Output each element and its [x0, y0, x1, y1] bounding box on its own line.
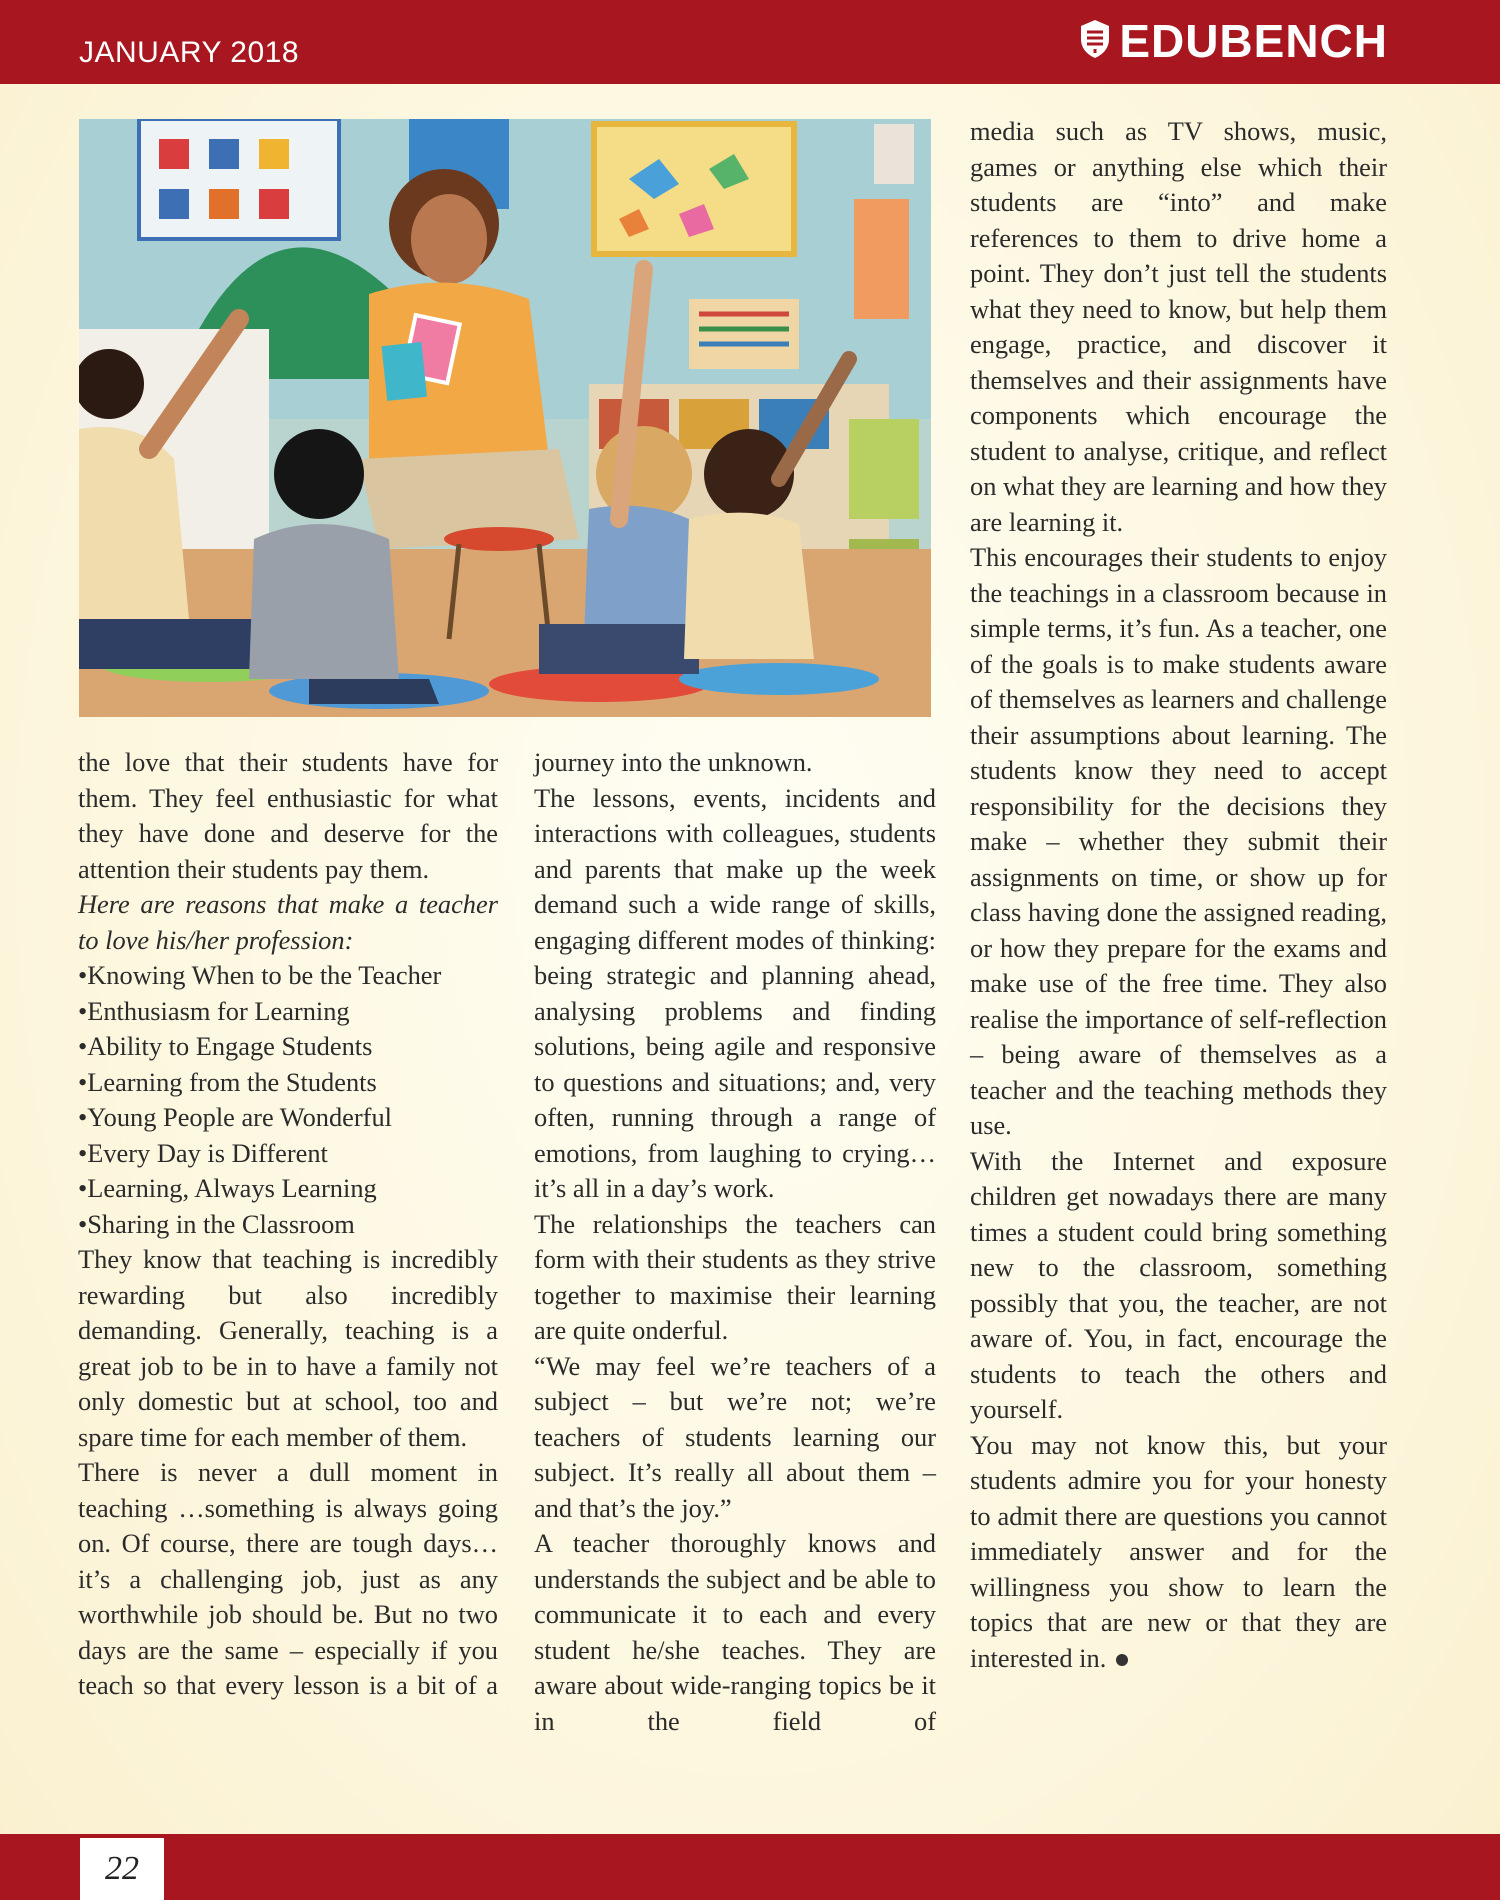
issue-date: JANUARY 2018 [79, 36, 300, 69]
classroom-photo [79, 119, 931, 717]
paragraph: the love that their students have for them. They feel enthusiastic for what they have done and deserve for the attention their students pay them. [78, 747, 498, 884]
text-column-2 [534, 745, 936, 1739]
reason-item: •Young People are Wonderful [78, 1102, 392, 1132]
brand-logo [1079, 14, 1388, 68]
reason-item: •Ability to Engage Students [78, 1031, 373, 1061]
paragraph: The relationships the teachers can form with their students as they strive together to maximise their learning are quite onderful. [534, 1208, 936, 1345]
quote-paragraph: “We may feel we’re teachers of a subject – but we’re not; we’re teachers of students learning our subject. It’s really all about them – and that’s the joy.” [534, 1350, 936, 1523]
paragraph: They know that teaching is incredibly rewarding but also incredibly demanding. Generally, teaching is a great job to be in to have a family not only domestic but at school, too and spare time for each member of them. [78, 1244, 498, 1452]
reason-item: •Learning, Always Learning [78, 1173, 377, 1203]
paragraph: A teacher thoroughly knows and understands the subject and be able to communicate it to each and every student he/she teaches. They are aware about wide-ranging topics be it in the field of [534, 1528, 936, 1736]
reason-item: •Enthusiasm for Learning [78, 995, 350, 1026]
reason-item: •Knowing When to be the Teacher [78, 960, 442, 990]
paragraph: media such as TV shows, music, games or anything else which their students are “into” and make references to them to drive home a point. They don’t just tell the students what they need to know, but help them engage, practice, and discover it themselves and their assignments have components which encourage the student to analyse, critique, and reflect on what they are learning and how they are learning it. [970, 116, 1387, 537]
reason-item: •Sharing in the Classroom [78, 1208, 355, 1239]
paragraph: This encourages their students to enjoy the teachings in a classroom because in simple terms, it’s fun. As a teacher, one of the goals is to make students aware of themselves as learners and challenge their assumptions about learning. The students know they need to accept responsibility for the decisions they make – whether they submit their assignments on time, or show up for class having done the assigned reading, or how they prepare for the exams and make use of the free time. They also realise the importance of self-reflection – being aware of themselves as a teacher and the teaching methods they use. [970, 542, 1387, 1140]
text-column-1 [78, 745, 498, 1704]
page-number: 22 [105, 1850, 139, 1887]
reasons-intro: Here are reasons that make a teacher to love his/her profession: [78, 889, 498, 955]
paragraph: journey into the unknown. [534, 747, 813, 777]
paragraph: The lessons, events, incidents and interactions with colleagues, students and parents that make up the week demand such a wide range of skills, engaging different modes of thinking: being strategic and planning ahead, analysing problems and finding solutions, being agile and responsive to questions and situations; and, very often, running through a range of emotions, from laughing to crying…it’s all in a day’s work. [534, 782, 936, 1203]
reason-item: •Learning from the Students [78, 1066, 377, 1097]
final-paragraph-text: You may not know this, but your students admire you for your honesty to admit there are questions you cannot immediately answer and for the willingness you show to learn the topics that are new or that they are interested in. [970, 1429, 1387, 1673]
reason-item: •Every Day is Different [78, 1137, 328, 1168]
paragraph [970, 1428, 1387, 1677]
end-mark-icon [1116, 1654, 1128, 1666]
paragraph: With the Internet and exposure children get nowadays there are many times a student could bring something new to the classroom, something possibly that you, the teacher, are not aware of. You, in fact, encourage the students to teach the others and yourself. [970, 1145, 1387, 1424]
page-number-box [80, 1838, 164, 1900]
footer-bar [0, 1834, 1500, 1900]
brand-name: EDUBENCH [1119, 15, 1388, 67]
paragraph: There is never a dull moment in teaching …something is always going on. Of course, there are tough days…it’s a challenging job, just as any worthwhile job should be. But no two days are the same – especially if you teach so that every lesson is a bit of a [78, 1457, 498, 1700]
header-bar [0, 0, 1500, 84]
text-column-3 [970, 114, 1387, 1676]
shield-logo-icon [1079, 19, 1111, 64]
